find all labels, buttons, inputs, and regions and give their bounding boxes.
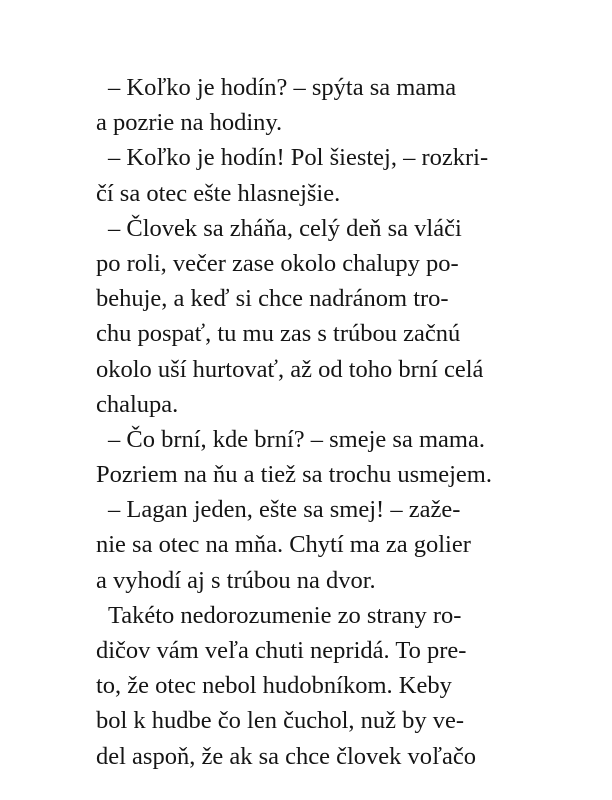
text-line: a vyhodí aj s trúbou na dvor. xyxy=(96,566,376,594)
text-line: bol k hudbe čo len čuchol, nuž by ve- xyxy=(96,707,465,735)
text-line: okolo uší hurtovať, až od toho brní celá xyxy=(96,355,484,383)
text-line: chu pospať, tu mu zas s trúbou začnú xyxy=(96,320,461,348)
text-line: – Čo brní, kde brní? – smeje sa mama. xyxy=(108,425,485,453)
text-line: – Koľko je hodín? – spýta sa mama xyxy=(108,74,457,101)
text-line: nie sa otec na mňa. Chytí ma za golier xyxy=(96,531,471,559)
text-line: Takéto nedorozumenie zo strany ro- xyxy=(108,601,462,629)
text-line: del aspoň, že ak sa chce človek voľačo xyxy=(96,742,477,770)
body-text xyxy=(96,70,546,774)
text-line: – Lagan jeden, ešte sa smej! – zaže- xyxy=(108,496,461,524)
text-line: – Človek sa zháňa, celý deň sa vláči xyxy=(108,214,462,242)
text-line: Pozriem na ňu a tiež sa trochu usmejem. xyxy=(96,461,492,489)
text-line: a pozrie na hodiny. xyxy=(96,109,283,137)
text-line: behuje, a keď si chce nadránom tro- xyxy=(96,285,449,313)
text-line: čí sa otec ešte hlasnejšie. xyxy=(96,179,341,207)
text-line: chalupa. xyxy=(96,390,179,418)
text-line: dičov vám veľa chuti nepridá. To pre- xyxy=(96,637,467,664)
text-line: po roli, večer zase okolo chalupy po- xyxy=(96,249,459,277)
text-line: – Koľko je hodín! Pol šiestej, – rozkri- xyxy=(108,144,489,172)
text-line: to, že otec nebol hudobníkom. Keby xyxy=(96,672,452,700)
